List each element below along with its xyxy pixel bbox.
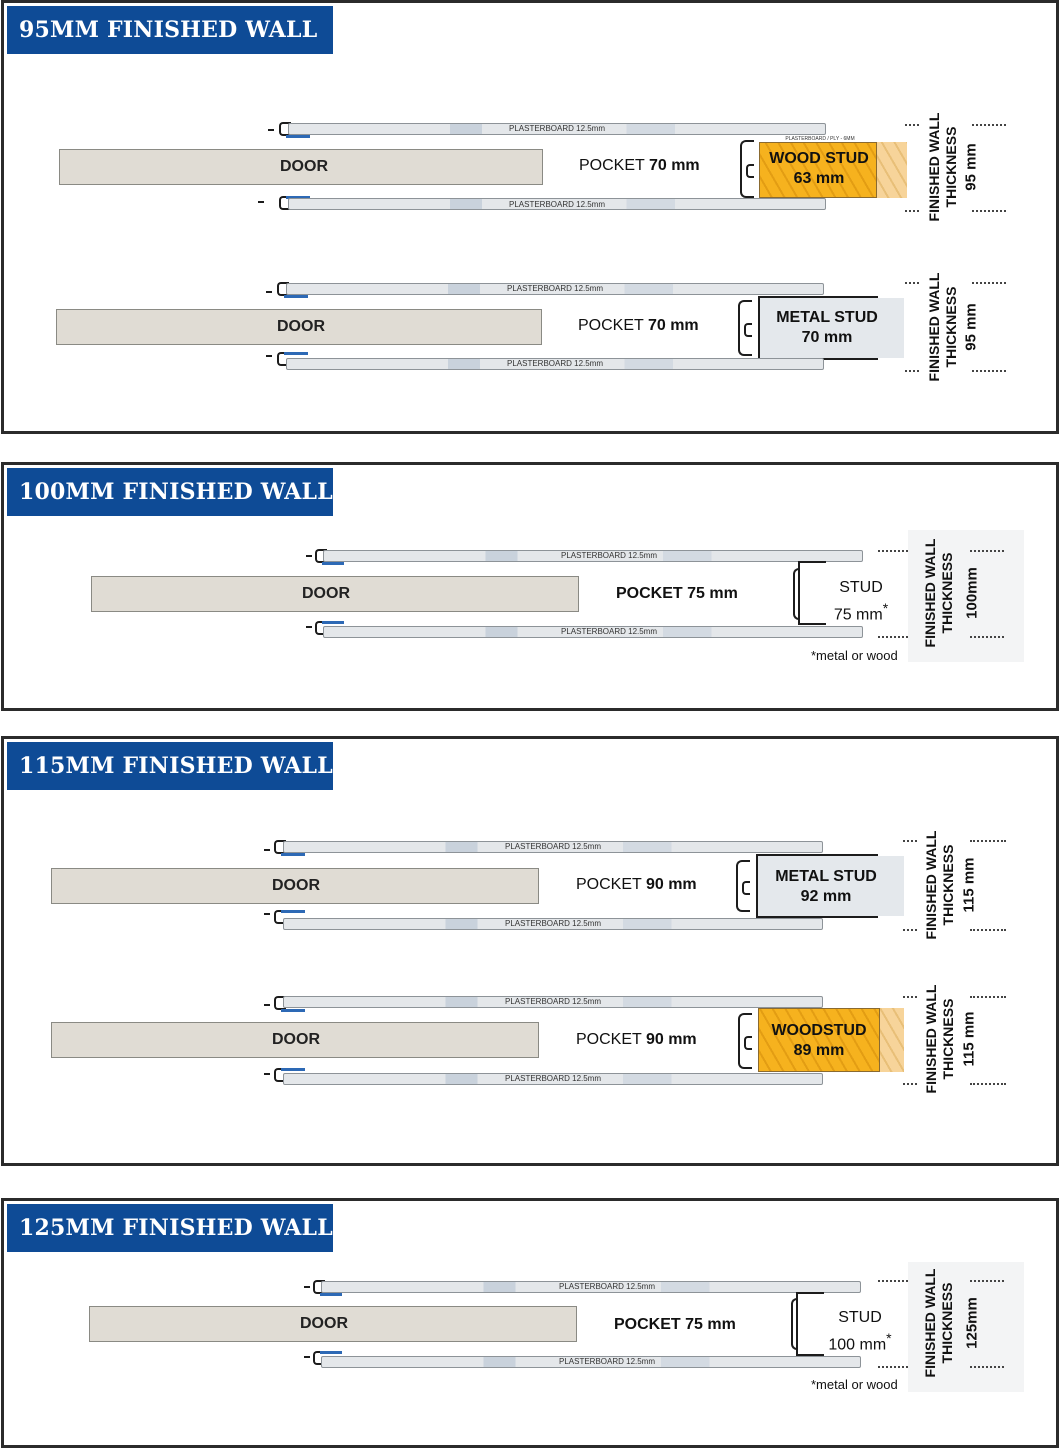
clip-tick [264,913,270,915]
clip-blue [281,1009,305,1012]
wall-label-line1: FINISHED WALL [922,538,938,648]
clip-tick [266,291,272,293]
clip-blue [322,621,344,624]
dim-line [905,282,919,284]
stud-size: 75 mm [833,606,883,624]
finished-wall-thickness-label [916,1248,962,1398]
pocket-label [614,1316,736,1334]
pocket-label [576,876,697,894]
dim-line [878,636,908,638]
clip-tick [264,1004,270,1006]
footnote: *metal or wood [811,648,898,663]
plasterboard-label: PLASTERBOARD 12.5mm [558,1282,656,1291]
stud-label [760,308,894,348]
thickness-text: 95 mm [962,303,980,351]
ply-label: PLASTERBOARD / PLY - 6MM [785,136,855,142]
stud-label [820,1308,900,1355]
dim-line [905,124,919,126]
dim-line [905,210,919,212]
stud-size: 70 mm [801,329,853,346]
thickness-text: 125mm [963,1297,981,1349]
footnote: *metal or wood [811,1377,898,1392]
thickness-text: 115 mm [960,1011,978,1067]
pocket-size: 70 mm [648,157,700,174]
stud-size: 92 mm [800,888,852,905]
plasterboard-label: PLASTERBOARD 12.5mm [504,997,602,1006]
dim-line [903,996,917,998]
pocket-word: POCKET [578,317,644,334]
plasterboard-label: PLASTERBOARD 12.5mm [506,359,604,368]
clip-tick [306,555,312,557]
pocket-end-bracket [736,860,750,912]
thickness-value [961,1268,983,1378]
door: DOOR [56,309,542,345]
pocket-word: POCKET [579,157,645,174]
section-115mm [1,736,1059,1166]
wall-label-line1: FINISHED WALL [923,984,939,1094]
clip-tick [306,626,312,628]
wood-stud-cut [877,142,907,198]
finished-wall-thickness-label [917,964,963,1114]
door: DOOR [91,576,579,612]
dim-line [878,1366,908,1368]
stud-label [760,149,878,189]
thickness-value [958,984,980,1094]
thickness-value [960,112,982,222]
pocket-size: 75 mm [685,1316,736,1333]
clip-tick [264,1073,270,1075]
clip-tick [304,1356,310,1358]
stud-label [758,867,894,907]
wall-label-line1: FINISHED WALL [923,830,939,940]
dim-line [878,550,908,552]
wall-label-line1: FINISHED WALL [922,1268,938,1378]
asterisk: * [886,1330,892,1346]
plasterboard-label: PLASTERBOARD 12.5mm [560,627,658,636]
stud-name: METAL STUD [775,868,877,885]
door: DOOR [51,868,539,904]
stud-size: 89 mm [793,1042,845,1059]
pocket-size: 90 mm [645,1031,697,1048]
stud-name: STUD [839,579,883,596]
section-title: 115MM FINISHED WALL [7,742,333,790]
stud-name: WOOD STUD [769,150,869,167]
dim-line [903,929,917,931]
pocket-size: 75 mm [687,585,738,602]
section-title: 125MM FINISHED WALL [7,1204,333,1252]
plasterboard-label: PLASTERBOARD 12.5mm [504,1074,602,1083]
pocket-word: POCKET [616,585,683,602]
plasterboard-label: PLASTERBOARD 12.5mm [560,551,658,560]
stud-name: STUD [838,1309,882,1326]
wall-label-line1: FINISHED WALL [926,272,942,382]
stud-name: METAL STUD [776,309,878,326]
dim-line [903,1083,917,1085]
pocket-label [578,317,699,335]
finished-wall-thickness-label [917,810,963,960]
finished-wall-thickness-label [916,518,962,668]
pocket-word: POCKET [576,1031,642,1048]
thickness-text: 95 mm [962,143,980,191]
pocket-end-bracket [738,1013,752,1069]
clip-blue [281,910,305,913]
clip-tick [264,849,270,851]
pocket-word: POCKET [614,1316,681,1333]
pocket-end-bracket [740,140,754,198]
plasterboard-label: PLASTERBOARD 12.5mm [504,919,602,928]
section-title: 95MM FINISHED WALL [7,6,333,54]
clip-tick [268,129,274,131]
clip-blue [281,1068,305,1071]
pocket-size: 70 mm [647,317,699,334]
pocket-label [616,585,738,603]
dim-line [878,1280,908,1282]
clip-blue [322,562,344,565]
wall-label-line2: THICKNESS [943,126,959,208]
plasterboard-label: PLASTERBOARD 12.5mm [558,1357,656,1366]
wall-label-line2: THICKNESS [940,844,956,926]
pocket-label [579,157,700,175]
pocket-end-bracket [738,300,752,356]
stud-size: 63 mm [793,170,845,187]
door: DOOR [51,1022,539,1058]
stud-name: WOODSTUD [771,1022,867,1039]
stud-label [758,1021,880,1061]
clip-tick [258,201,264,203]
thickness-text: 115 mm [960,857,978,913]
stud-size: 100 mm [828,1336,887,1354]
pocket-word: POCKET [576,876,642,893]
stud-label [820,578,902,625]
plasterboard-label: PLASTERBOARD 12.5mm [508,124,606,133]
wall-label-line1: FINISHED WALL [926,112,942,222]
clip-blue [320,1293,342,1296]
clip-blue [284,295,308,298]
clip-blue [281,853,305,856]
clip-tick [304,1286,310,1288]
clip-blue [284,352,308,355]
plasterboard-label: PLASTERBOARD 12.5mm [508,200,606,209]
section-title: 100MM FINISHED WALL [7,468,333,516]
wood-stud-cut [880,1008,904,1072]
wall-label-line2: THICKNESS [939,1282,955,1364]
dim-line [903,840,917,842]
clip-blue [286,135,310,138]
wall-label-line2: THICKNESS [940,998,956,1080]
plasterboard-label: PLASTERBOARD 12.5mm [506,284,604,293]
thickness-value [958,830,980,940]
dim-line [905,370,919,372]
door: DOOR [89,1306,577,1342]
clip-tick [266,355,272,357]
pocket-label [576,1031,697,1049]
door: DOOR [59,149,543,185]
wall-label-line2: THICKNESS [943,286,959,368]
asterisk: * [882,600,889,616]
plasterboard-label: PLASTERBOARD 12.5mm [504,842,602,851]
thickness-value [960,272,982,382]
wall-label-line2: THICKNESS [939,552,955,634]
clip-blue [320,1351,342,1354]
pocket-size: 90 mm [645,876,697,893]
thickness-value [961,538,983,648]
thickness-text: 100mm [963,567,981,619]
